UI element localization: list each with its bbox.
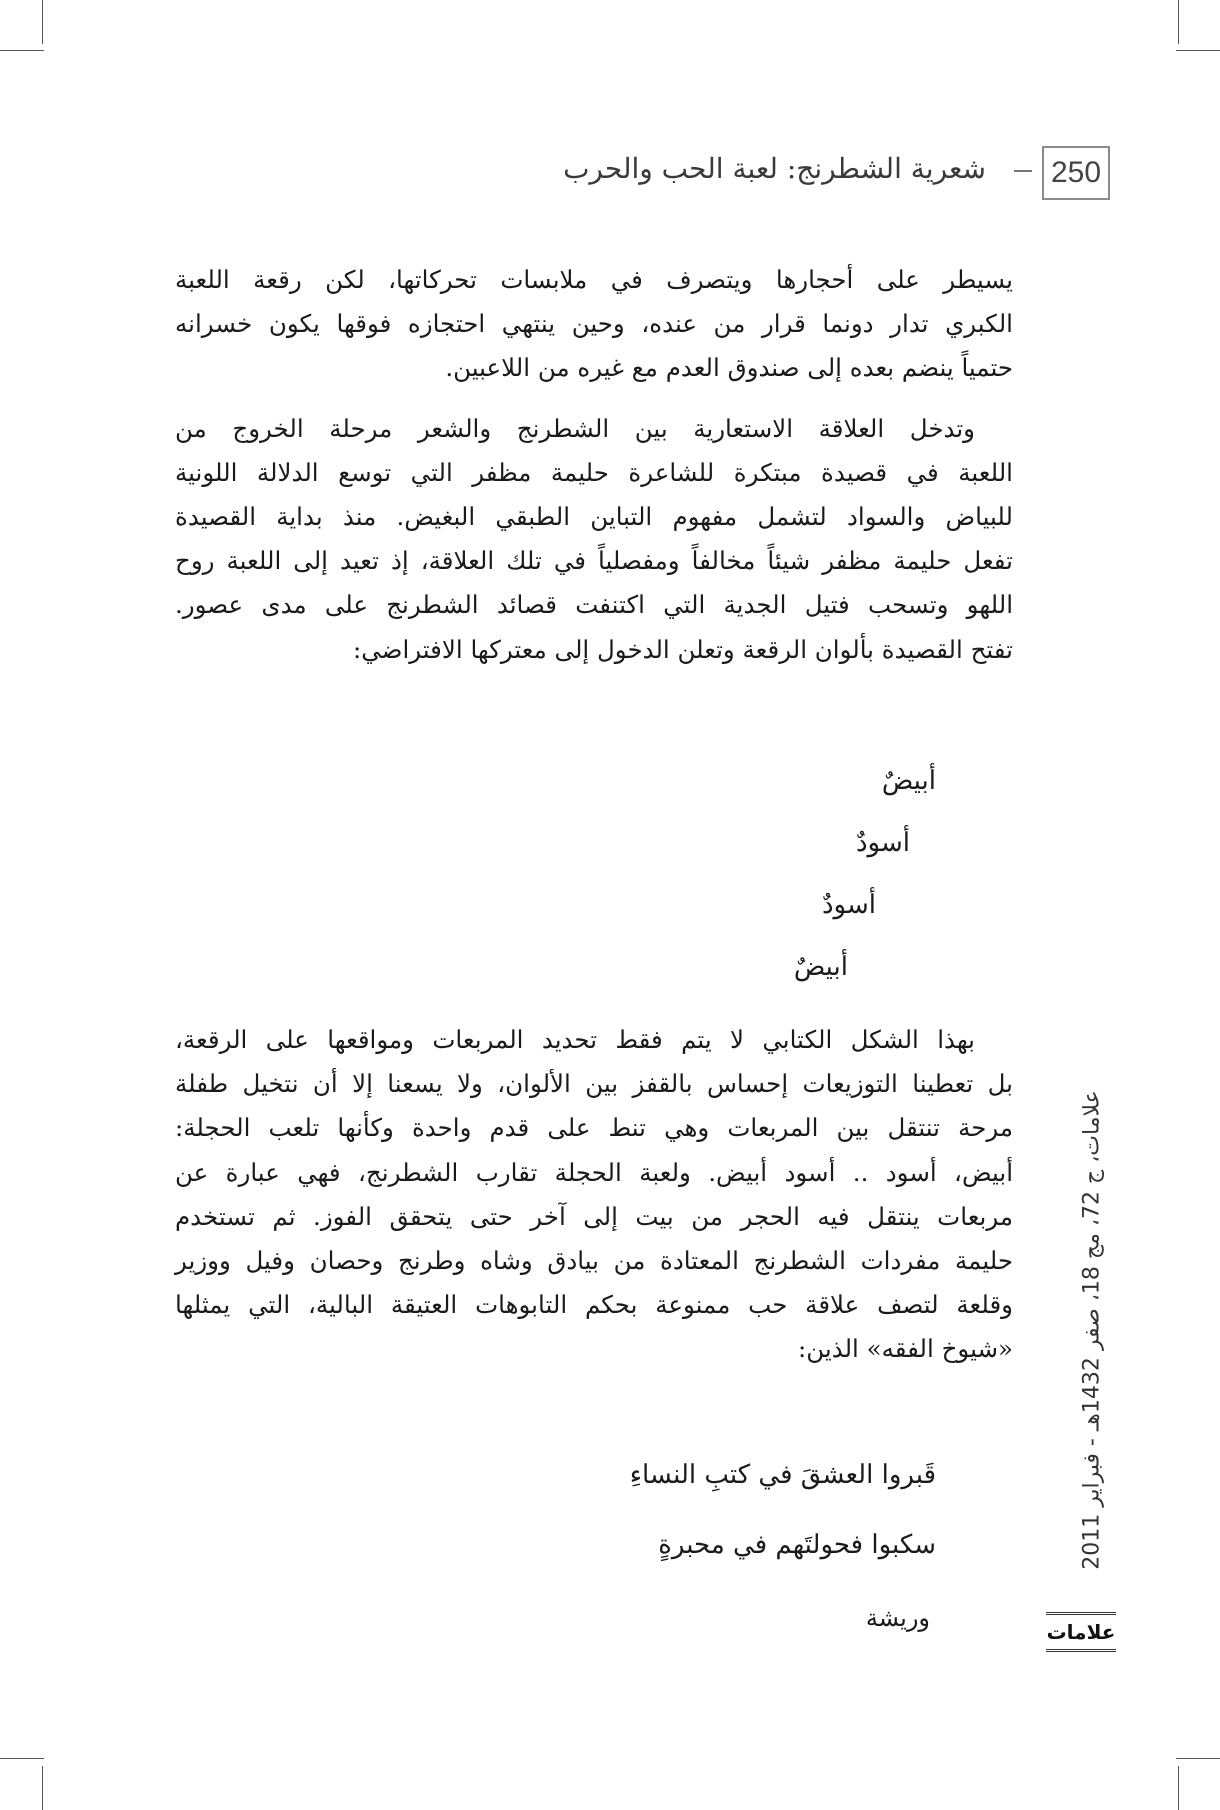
text-line: وقلعة لتصف علاقة حب ممنوعة بحكم التابوهات العتيقة البالية، التي يمثلها xyxy=(175,1290,1013,1320)
page-number: 250 xyxy=(1042,146,1110,200)
text-line: للبياض والسواد لتشمل مفهوم التباين الطبقي البغيض. منذ بداية القصيدة xyxy=(175,502,1013,532)
text-line: بهذا الشكل الكتابي لا يتم فقط تحديد المربعات ومواقعها على الرقعة، xyxy=(175,1025,975,1054)
text-line: تفتح القصيدة بألوان الرقعة وتعلن الدخول إلى معتركها الافتراضي: xyxy=(352,634,1013,664)
text-line: اللعبة في قصيدة مبتكرة للشاعرة حليمة مظفر التي توسع الدلالة اللونية xyxy=(175,457,1013,487)
text-line: حليمة مفردات الشطرنج المعتادة من بيادق وشاه وطرنج وحصان وفيل ووزير xyxy=(175,1246,1013,1276)
crop-mark xyxy=(1178,1766,1179,1810)
poem-line: وريشة xyxy=(865,1604,930,1632)
text-line: «شيوخ الفقه» الذين: xyxy=(798,1334,1013,1364)
body-text xyxy=(175,1018,1013,1372)
crop-mark xyxy=(0,1758,44,1759)
header-rule xyxy=(1014,170,1032,172)
text-line: حتمياً ينضم بعده إلى صندوق العدم مع غيره من اللاعبين. xyxy=(445,353,1013,383)
text-line: مربعات ينتقل فيه الحجر من بيت إلى آخر حتى يتحقق الفوز. ثم تستخدم xyxy=(175,1201,1013,1231)
page-header xyxy=(540,146,1110,206)
text-line: اللهو وتسحب فتيل الجدية التي اكتنفت قصائد الشطرنج على مدى عصور. xyxy=(175,590,1013,620)
poem-line: أسودٌ xyxy=(821,890,876,920)
text-line: بل تعطينا التوزيعات إحساس بالقفز بين الألوان، ولا يسعنا إلا أن نتخيل طفلة xyxy=(175,1069,1013,1099)
body-text xyxy=(175,258,1013,672)
running-title: شعرية الشطرنج: لعبة الحب والحرب xyxy=(563,152,986,185)
poem-line: قَبروا العشقَ في كتبِ النساءِ xyxy=(629,1460,936,1490)
crop-mark xyxy=(1178,0,1179,44)
journal-citation-text: علامات، ج 72، مج 18، صفر 1432هـ - فبراير 2011 xyxy=(1079,1090,1105,1570)
poem-line: أبيضٌ xyxy=(881,766,936,796)
journal-citation xyxy=(1072,1050,1112,1610)
poem-line: سكبوا فحولتَهم في محبرةٍ xyxy=(658,1530,936,1560)
text-line: مرحة تنتقل بين المربعات وهي تنط على قدم واحدة وكأنها تلعب الحجلة: xyxy=(175,1113,1013,1143)
crop-mark xyxy=(42,1766,43,1810)
crop-mark xyxy=(42,0,43,44)
poem-line: أسودٌ xyxy=(855,828,910,858)
journal-logo xyxy=(1046,1612,1116,1652)
poem-line: أبيضٌ xyxy=(793,952,848,982)
text-line: الكبري تدار دونما قرار من عنده، وحين ينتهي احتجازه فوقها يكون خسرانه xyxy=(175,309,1013,339)
crop-mark xyxy=(1176,1758,1220,1759)
text-line: تفعل حليمة مظفر شيئاً مخالفاً ومفصلياً في تلك العلاقة، إذ تعيد إلى اللعبة روح xyxy=(175,546,1013,576)
text-line: وتدخل العلاقة الاستعارية بين الشطرنج والشعر مرحلة الخروج من xyxy=(175,413,975,443)
text-line: يسيطر على أحجارها ويتصرف في ملابسات تحركاتها، لكن رقعة اللعبة xyxy=(175,265,1013,294)
crop-mark xyxy=(0,50,44,51)
crop-mark xyxy=(1176,50,1220,51)
journal-logo-text: علامات xyxy=(1046,1620,1116,1644)
text-line: أبيض، أسود .. أسود أبيض. ولعبة الحجلة تقارب الشطرنج، فهي عبارة عن xyxy=(175,1157,1013,1187)
